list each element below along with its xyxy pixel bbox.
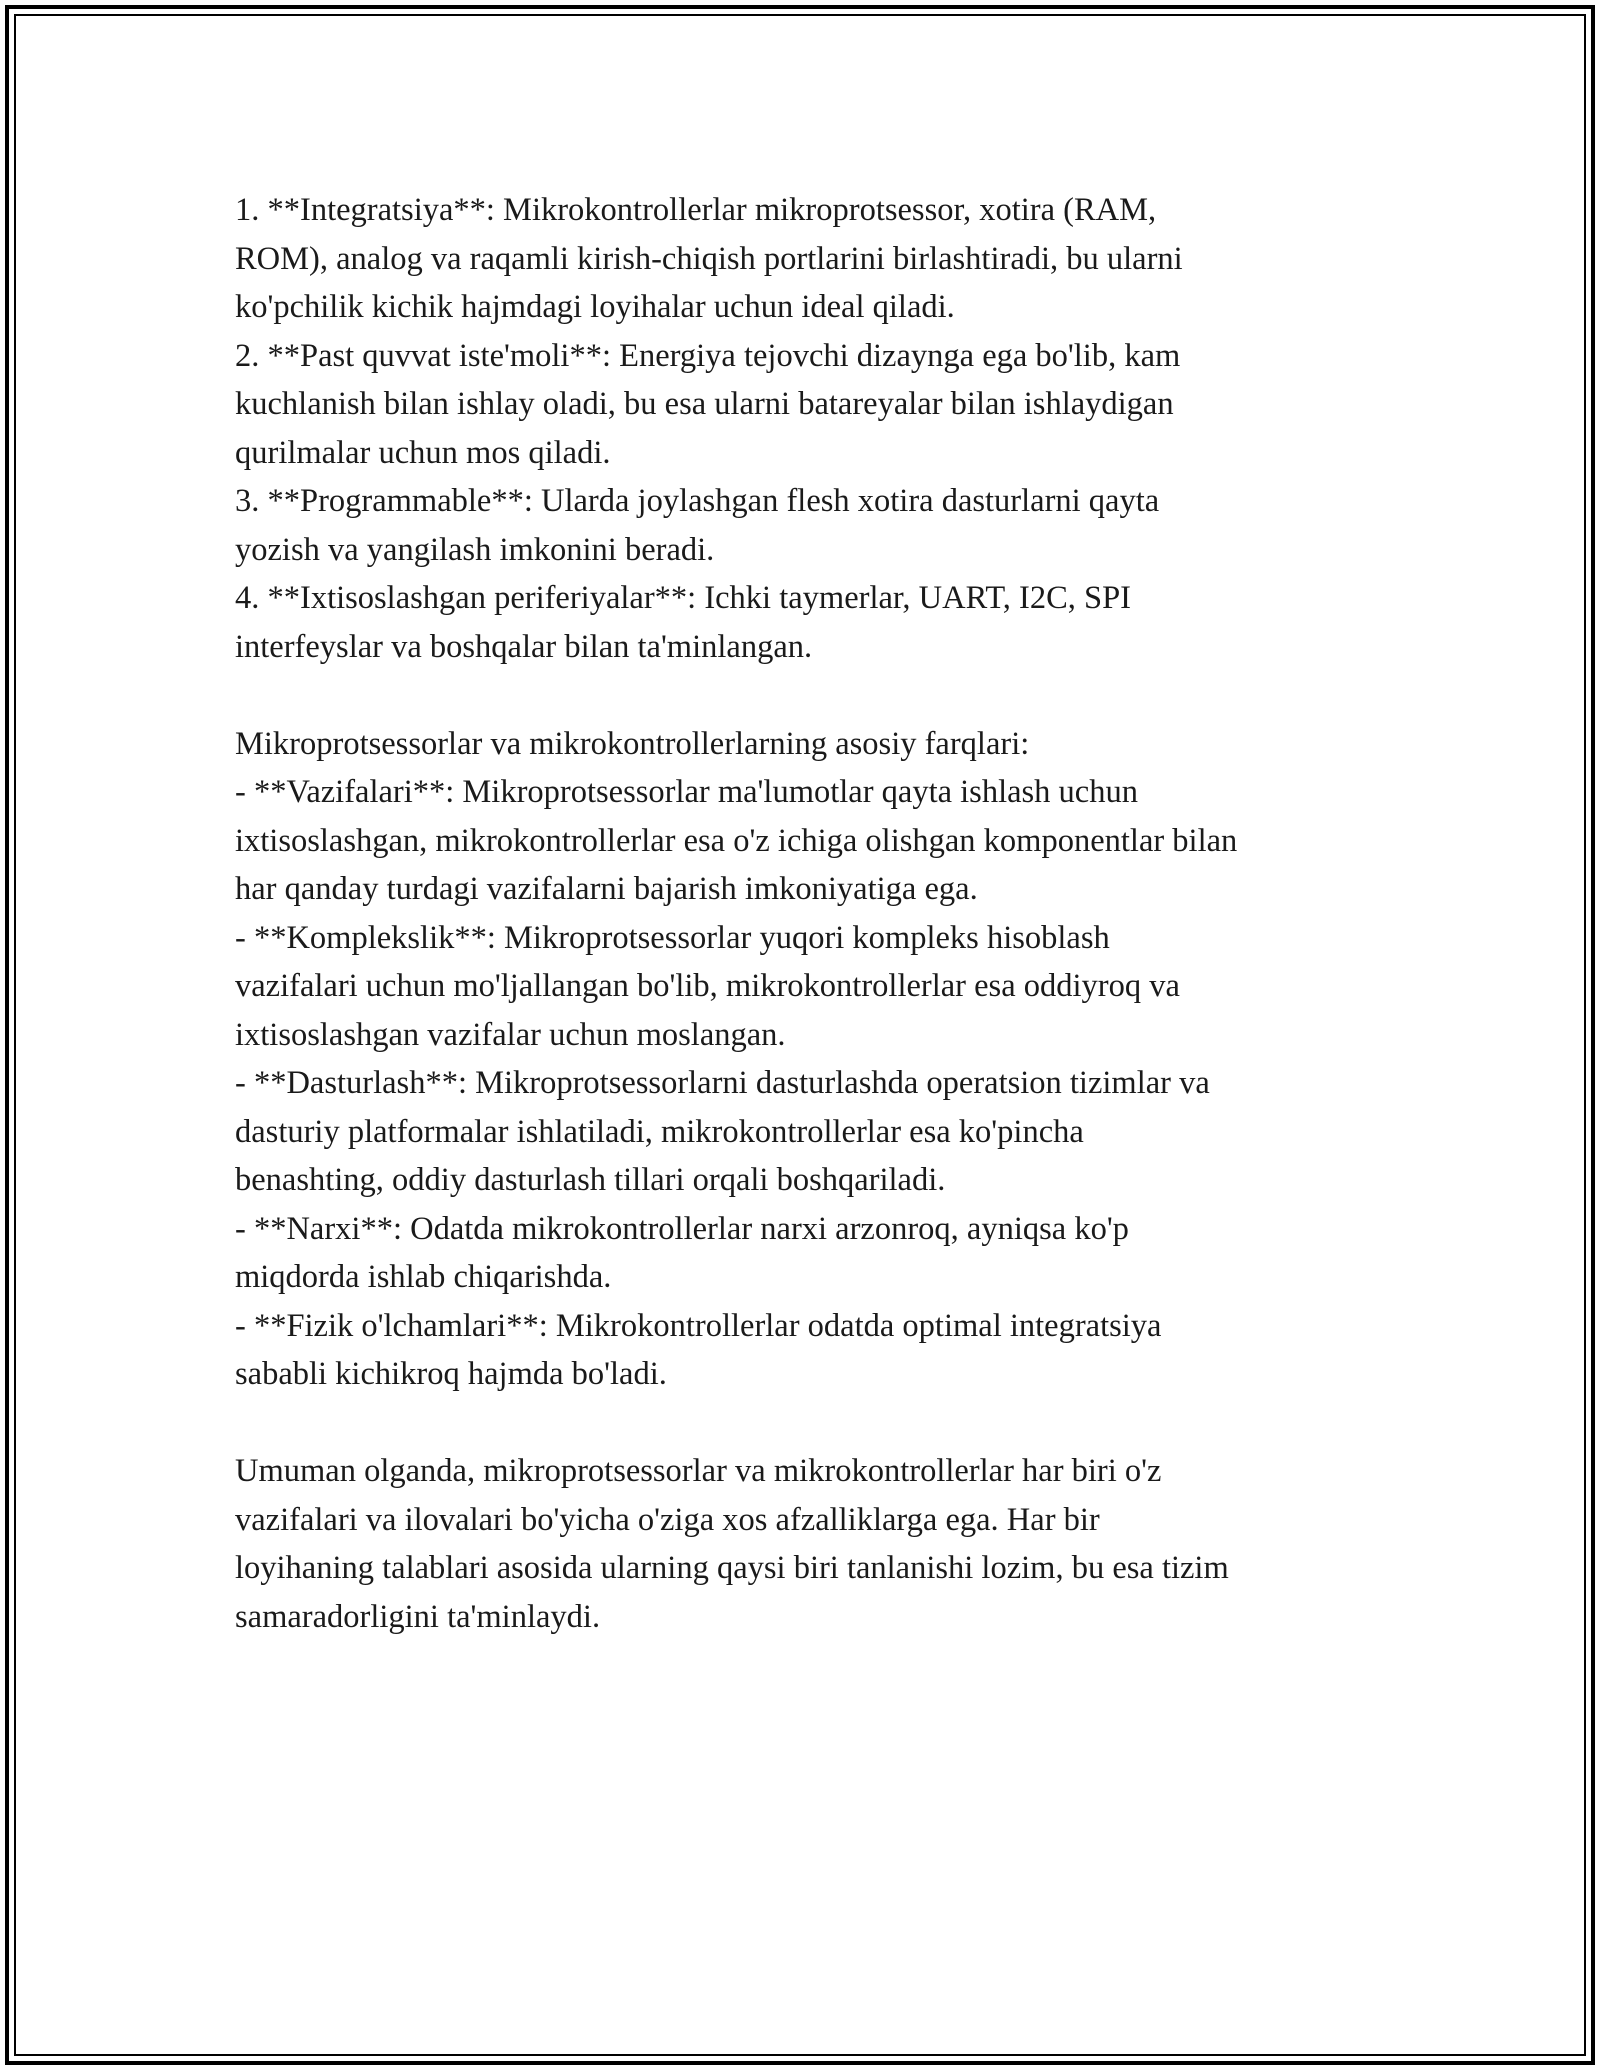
conclusion-paragraph	[235, 1447, 1385, 1641]
difference-programming-line-1: - **Dasturlash**: Mikroprotsessorlarni dasturlashda operatsion tizimlar va	[235, 1065, 1210, 1101]
difference-tasks-line-3: har qanday turdagi vazifalarni bajarish imkoniyatiga ega.	[235, 871, 978, 907]
document-body	[235, 186, 1385, 1641]
difference-size-line-1: - **Fizik o'lchamlari**: Mikrokontrollerlar odatda optimal integratsiya	[235, 1307, 1162, 1344]
feature-low-power-line-2: kuchlanish bilan ishlay oladi, bu esa ularni batareyalar bilan ishlaydigan	[235, 386, 1174, 422]
feature-programmable-line-1: 3. **Programmable**: Ularda joylashgan flesh xotira dasturlarni qayta	[235, 483, 1160, 519]
difference-price-line-2: miqdorda ishlab chiqarishda.	[235, 1259, 612, 1295]
difference-programming-line-3: benashting, oddiy dasturlash tillari orqali boshqariladi.	[235, 1162, 946, 1198]
feature-programmable-line-2: yozish va yangilash imkonini beradi.	[235, 531, 715, 568]
difference-price-line-1: - **Narxi**: Odatda mikrokontrollerlar narxi arzonroq, ayniqsa ko'p	[235, 1210, 1129, 1247]
differences-list	[235, 720, 1385, 1399]
feature-peripherals-line-2: interfeyslar va boshqalar bilan ta'minlangan.	[235, 628, 813, 665]
paragraph-spacer	[235, 671, 1385, 720]
feature-low-power-line-3: qurilmalar uchun mos qiladi.	[235, 434, 611, 471]
conclusion-line-2: vazifalari va ilovalari bo'yicha o'ziga xos afzalliklarga ega. Har bir	[235, 1501, 1100, 1538]
difference-tasks-line-2: ixtisoslashgan, mikrokontrollerlar esa o'z ichiga olishgan komponentlar bilan	[235, 822, 1238, 859]
difference-complexity-line-2: vazifalari uchun mo'ljallangan bo'lib, mikrokontrollerlar esa oddiyroq va	[235, 968, 1180, 1004]
difference-complexity-line-1: - **Komplekslik**: Mikroprotsessorlar yuqori kompleks hisoblash	[235, 919, 1110, 956]
conclusion-line-3: loyihaning talablari asosida ularning qaysi biri tanlanishi lozim, bu esa tizim	[235, 1550, 1229, 1586]
feature-peripherals-line-1: 4. **Ixtisoslashgan periferiyalar**: Ichki taymerlar, UART, I2C, SPI	[235, 580, 1132, 616]
features-list	[235, 186, 1385, 671]
conclusion-line-1: Umuman olganda, mikroprotsessorlar va mikrokontrollerlar har biri o'z	[235, 1453, 1162, 1489]
difference-complexity-line-3: ixtisoslashgan vazifalar uchun moslangan.	[235, 1016, 786, 1053]
difference-tasks-line-1: - **Vazifalari**: Mikroprotsessorlar ma'lumotlar qayta ishlash uchun	[235, 774, 1138, 810]
paragraph-spacer	[235, 1399, 1385, 1448]
feature-integration-line-3: ko'pchilik kichik hajmdagi loyihalar uchun ideal qiladi.	[235, 289, 955, 325]
difference-programming-line-2: dasturiy platformalar ishlatiladi, mikrokontrollerlar esa ko'pincha	[235, 1113, 1084, 1150]
feature-low-power-line-1: 2. **Past quvvat iste'moli**: Energiya tejovchi dizaynga ega bo'lib, kam	[235, 337, 1181, 374]
differences-heading: Mikroprotsessorlar va mikrokontrollerlarning asosiy farqlari:	[235, 725, 1030, 762]
conclusion-line-4: samaradorligini ta'minlaydi.	[235, 1598, 601, 1635]
difference-size-line-2: sababli kichikroq hajmda bo'ladi.	[235, 1356, 667, 1392]
feature-integration-line-2: ROM), analog va raqamli kirish-chiqish portlarini birlashtiradi, bu ularni	[235, 240, 1183, 277]
feature-integration-line-1: 1. **Integratsiya**: Mikrokontrollerlar mikroprotsessor, xotira (RAM,	[235, 192, 1157, 228]
